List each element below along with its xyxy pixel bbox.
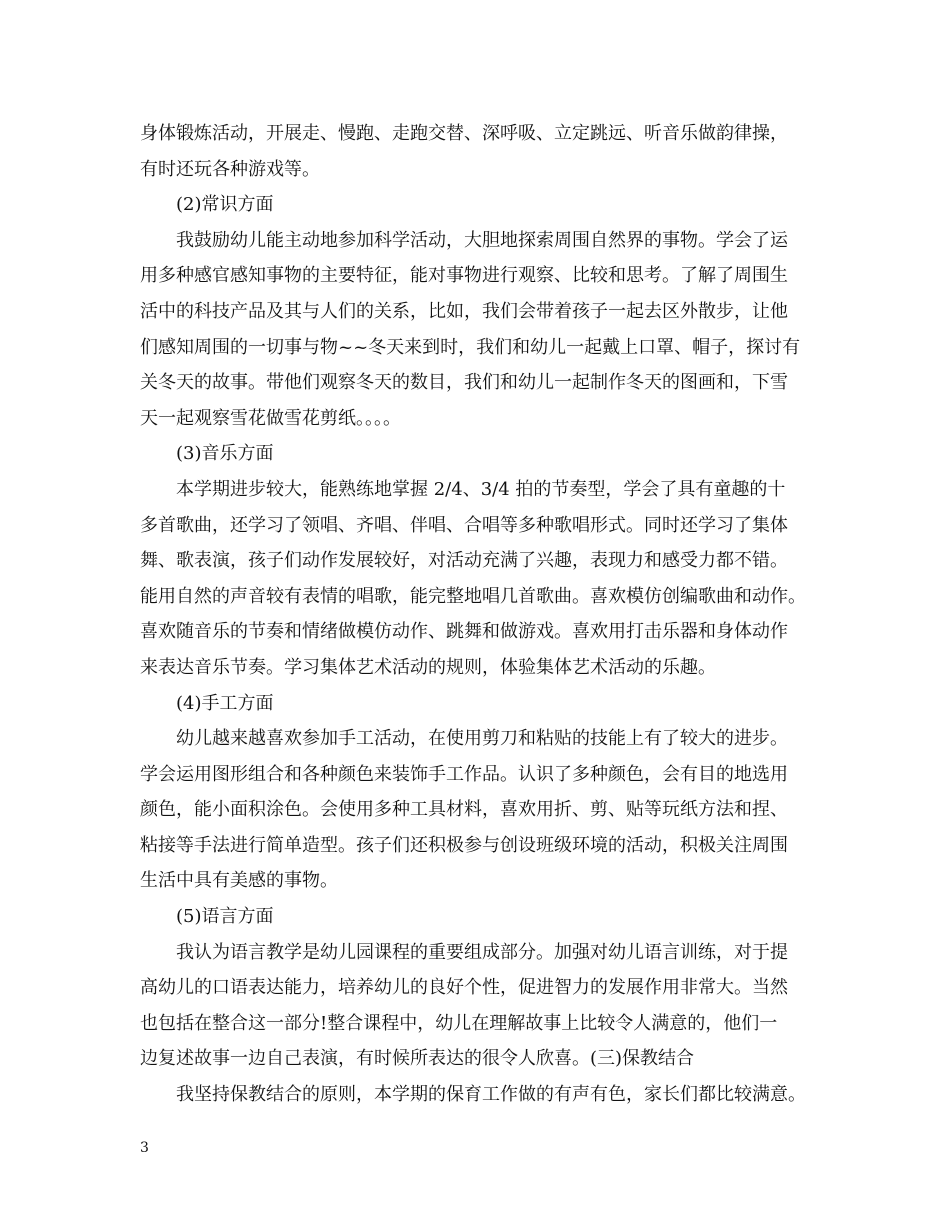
text-line: 有时还玩各种游戏等。 — [140, 158, 320, 180]
page-number: 3 — [140, 1140, 149, 1156]
text-line: 身体锻炼活动，开展走、慢跑、走跑交替、深呼吸、立定跳远、听音乐做韵律操， — [140, 123, 788, 144]
text-line: 边复述故事一边自己表演，有时候所表达的很令人欣喜。(三)保教结合 — [140, 1048, 695, 1070]
text-line: 幼儿越来越喜欢参加手工活动，在使用剪刀和粘贴的技能上有了较大的进步。 — [176, 728, 788, 750]
text-line: 用多种感官感知事物的主要特征，能对事物进行观察、比较和思考。了解了周围生 — [140, 265, 788, 287]
text-line: (2)常识方面 — [176, 194, 274, 216]
text-line: 活中的科技产品及其与人们的关系，比如，我们会带着孩子一起去区外散步，让他 — [140, 300, 788, 322]
text-line: 多首歌曲，还学习了领唱、齐唱、伴唱、合唱等多种歌唱形式。同时还学习了集体 — [140, 514, 788, 536]
text-line: 来表达音乐节奏。学习集体艺术活动的规则，体验集体艺术活动的乐趣。 — [140, 656, 716, 678]
text-line: (4)手工方面 — [176, 692, 274, 714]
text-line: 我鼓励幼儿能主动地参加科学活动，大胆地探索周围自然界的事物。学会了运 — [176, 229, 788, 251]
text-line: 喜欢随音乐的节奏和情绪做模仿动作、跳舞和做游戏。喜欢用打击乐器和身体动作 — [140, 621, 788, 643]
text-line: 学会运用图形组合和各种颜色来装饰手工作品。认识了多种颜色，会有目的地选用 — [140, 763, 788, 785]
text-line: (5)语言方面 — [176, 906, 274, 928]
text-line: 生活中具有美感的事物。 — [140, 870, 338, 892]
text-line: 关冬天的故事。带他们观察冬天的数目，我们和幼儿一起制作冬天的图画和，下雪 — [140, 372, 788, 394]
text-line: 能用自然的声音较有表情的唱歌，能完整地唱几首歌曲。喜欢模仿创编歌曲和动作。 — [140, 585, 806, 607]
text-line: 也包括在整合这一部分!整合课程中，幼儿在理解故事上比较令人满意的，他们一 — [140, 1012, 778, 1034]
body-text — [140, 116, 830, 1113]
text-line: 天一起观察雪花做雪花剪纸。。。。 — [140, 407, 401, 429]
text-line: 本学期进步较大，能熟练地掌握 2/4、3/4 拍的节奏型，学会了具有童趣的十 — [176, 478, 786, 500]
text-line: 我认为语言教学是幼儿园课程的重要组成部分。加强对幼儿语言训练，对于提 — [176, 941, 788, 963]
text-line: (3)音乐方面 — [176, 443, 274, 465]
text-line: 高幼儿的口语表达能力，培养幼儿的良好个性，促进智力的发展作用非常大。当然 — [140, 977, 788, 999]
text-line: 我坚持保教结合的原则，本学期的保育工作做的有声有色，家长们都比较满意。 — [176, 1084, 806, 1106]
text-line: 粘接等手法进行简单造型。孩子们还积极参与创设班级环境的活动，积极关注周围 — [140, 834, 788, 856]
text-line: 舞、歌表演，孩子们动作发展较好，对活动充满了兴趣，表现力和感受力都不错。 — [140, 550, 788, 572]
text-line: 们感知周围的一切事与物~~冬天来到时，我们和幼儿一起戴上口罩、帽子，探讨有 — [140, 336, 801, 358]
text-line: 颜色，能小面积涂色。会使用多种工具材料，喜欢用折、剪、贴等玩纸方法和捏、 — [140, 799, 788, 821]
